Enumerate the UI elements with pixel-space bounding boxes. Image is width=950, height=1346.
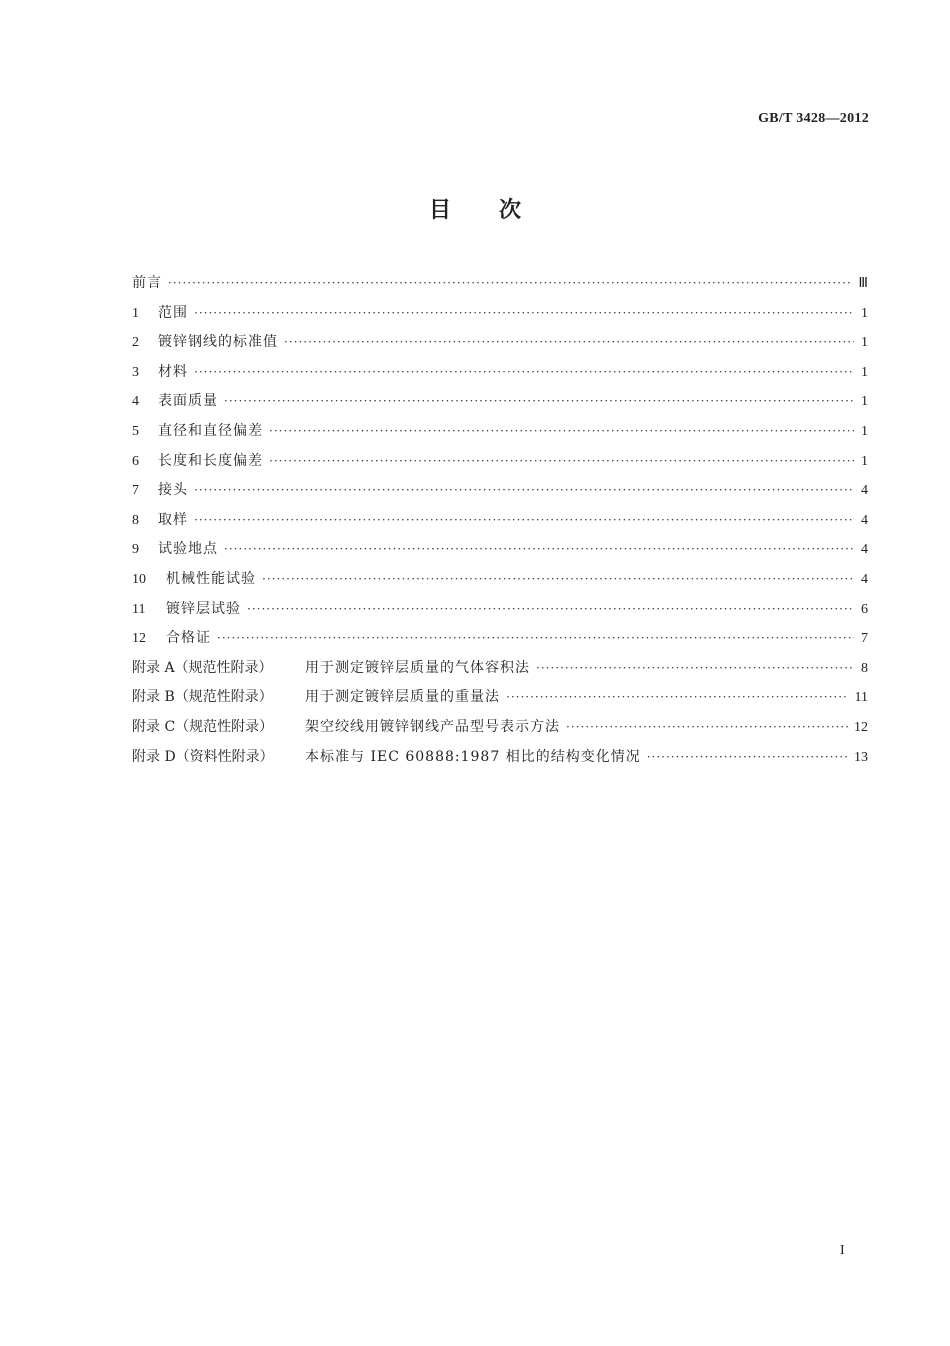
toc-entry-number: 9 bbox=[132, 542, 139, 558]
dot-leader bbox=[566, 720, 848, 734]
toc-entry[interactable] bbox=[132, 538, 868, 568]
toc-entry-appendix-prefix: 附录 B（规范性附录） bbox=[132, 689, 273, 706]
toc-entry[interactable] bbox=[132, 450, 868, 480]
dot-leader bbox=[194, 365, 854, 379]
dot-leader bbox=[194, 483, 854, 497]
toc-entry-page: 4 bbox=[861, 512, 868, 528]
toc-entry-label: 表面质量 bbox=[158, 393, 218, 410]
dot-leader bbox=[194, 306, 854, 320]
dot-leader bbox=[224, 394, 854, 408]
toc-entry-page: 1 bbox=[861, 364, 868, 380]
toc-entry-label: 直径和直径偏差 bbox=[158, 422, 263, 439]
toc-entry-number: 11 bbox=[132, 601, 146, 617]
toc-entry-label: 本标准与 IEC 60888:1987 相比的结构变化情况 bbox=[305, 748, 641, 765]
toc-entry-label: 试验地点 bbox=[158, 541, 218, 558]
page-number: I bbox=[840, 1243, 845, 1258]
toc-entry-appendix-prefix: 附录 C（规范性附录） bbox=[132, 718, 274, 735]
toc-entry-number: 7 bbox=[132, 483, 139, 499]
toc-entry[interactable] bbox=[132, 716, 868, 746]
toc-entry-page: 4 bbox=[861, 542, 868, 558]
toc-entry[interactable] bbox=[132, 568, 868, 598]
toc-entry-page: 1 bbox=[861, 335, 868, 351]
toc-entry-label: 架空绞线用镀锌钢线产品型号表示方法 bbox=[305, 718, 560, 735]
dot-leader bbox=[536, 661, 854, 675]
toc-entry-number: 2 bbox=[132, 335, 139, 351]
toc-entry-number: 4 bbox=[132, 394, 139, 410]
dot-leader bbox=[262, 572, 854, 586]
toc-entry-page: 1 bbox=[861, 453, 868, 469]
toc-entry[interactable] bbox=[132, 627, 868, 657]
toc-entry-label: 用于测定镀锌层质量的气体容积法 bbox=[305, 659, 530, 676]
toc-entry-label: 机械性能试验 bbox=[166, 570, 256, 587]
page-title: 目次 bbox=[428, 197, 569, 223]
toc-entry-label: 范围 bbox=[158, 304, 188, 321]
toc-entry[interactable] bbox=[132, 686, 868, 716]
toc-entry-page: 11 bbox=[854, 690, 868, 706]
toc-entry-page: 13 bbox=[854, 749, 868, 765]
toc-entry-page: Ⅲ bbox=[858, 276, 868, 291]
dot-leader bbox=[224, 542, 854, 556]
dot-leader bbox=[506, 690, 849, 704]
toc-entry-label: 材料 bbox=[158, 363, 188, 380]
toc-entry[interactable] bbox=[132, 390, 868, 420]
toc-entry-number: 3 bbox=[132, 364, 139, 380]
toc-entry-page: 4 bbox=[861, 571, 868, 587]
dot-leader bbox=[194, 513, 854, 527]
dot-leader bbox=[217, 631, 854, 645]
toc-entry-label: 前言 bbox=[132, 275, 162, 291]
dot-leader bbox=[284, 335, 854, 349]
toc-entry-label: 用于测定镀锌层质量的重量法 bbox=[305, 689, 500, 706]
toc-entry-page: 4 bbox=[861, 483, 868, 499]
dot-leader bbox=[269, 454, 854, 468]
toc-entry-page: 8 bbox=[861, 660, 868, 676]
toc-entry-page: 12 bbox=[854, 719, 868, 735]
toc-entry-appendix-prefix: 附录 D（资料性附录） bbox=[132, 748, 274, 765]
toc-entry-label: 取样 bbox=[158, 511, 188, 528]
toc-entry-label: 合格证 bbox=[166, 630, 211, 647]
toc-entry-label: 镀锌钢线的标准值 bbox=[158, 334, 278, 351]
toc-entry-page: 1 bbox=[861, 394, 868, 410]
dot-leader bbox=[647, 750, 848, 764]
toc-entry[interactable] bbox=[132, 331, 868, 361]
toc-entry-page: 1 bbox=[861, 423, 868, 439]
dot-leader bbox=[247, 602, 854, 616]
toc-entry-number: 8 bbox=[132, 512, 139, 528]
toc-entry-page: 7 bbox=[861, 631, 868, 647]
dot-leader bbox=[168, 276, 852, 290]
toc-entry-number: 12 bbox=[132, 631, 146, 647]
toc-entry[interactable] bbox=[132, 509, 868, 539]
toc-entry[interactable] bbox=[132, 479, 868, 509]
toc-entry-label: 接头 bbox=[158, 482, 188, 499]
toc-entry-label: 长度和长度偏差 bbox=[158, 452, 263, 469]
toc-entry[interactable] bbox=[132, 272, 868, 302]
toc-entry-label: 镀锌层试验 bbox=[166, 600, 241, 617]
standard-number: GB/T 3428—2012 bbox=[758, 111, 869, 126]
toc-entry-number: 10 bbox=[132, 571, 146, 587]
toc-entry[interactable] bbox=[132, 746, 868, 776]
table-of-contents bbox=[132, 272, 868, 775]
toc-entry[interactable] bbox=[132, 302, 868, 332]
toc-entry-number: 5 bbox=[132, 423, 139, 439]
toc-entry-page: 6 bbox=[861, 601, 868, 617]
toc-entry-appendix-prefix: 附录 A（规范性附录） bbox=[132, 659, 273, 676]
toc-entry[interactable] bbox=[132, 598, 868, 628]
toc-entry[interactable] bbox=[132, 361, 868, 391]
toc-entry-number: 6 bbox=[132, 453, 139, 469]
toc-entry-number: 1 bbox=[132, 305, 139, 321]
toc-entry-page: 1 bbox=[861, 305, 868, 321]
toc-entry[interactable] bbox=[132, 420, 868, 450]
dot-leader bbox=[269, 424, 854, 438]
toc-entry[interactable] bbox=[132, 657, 868, 687]
